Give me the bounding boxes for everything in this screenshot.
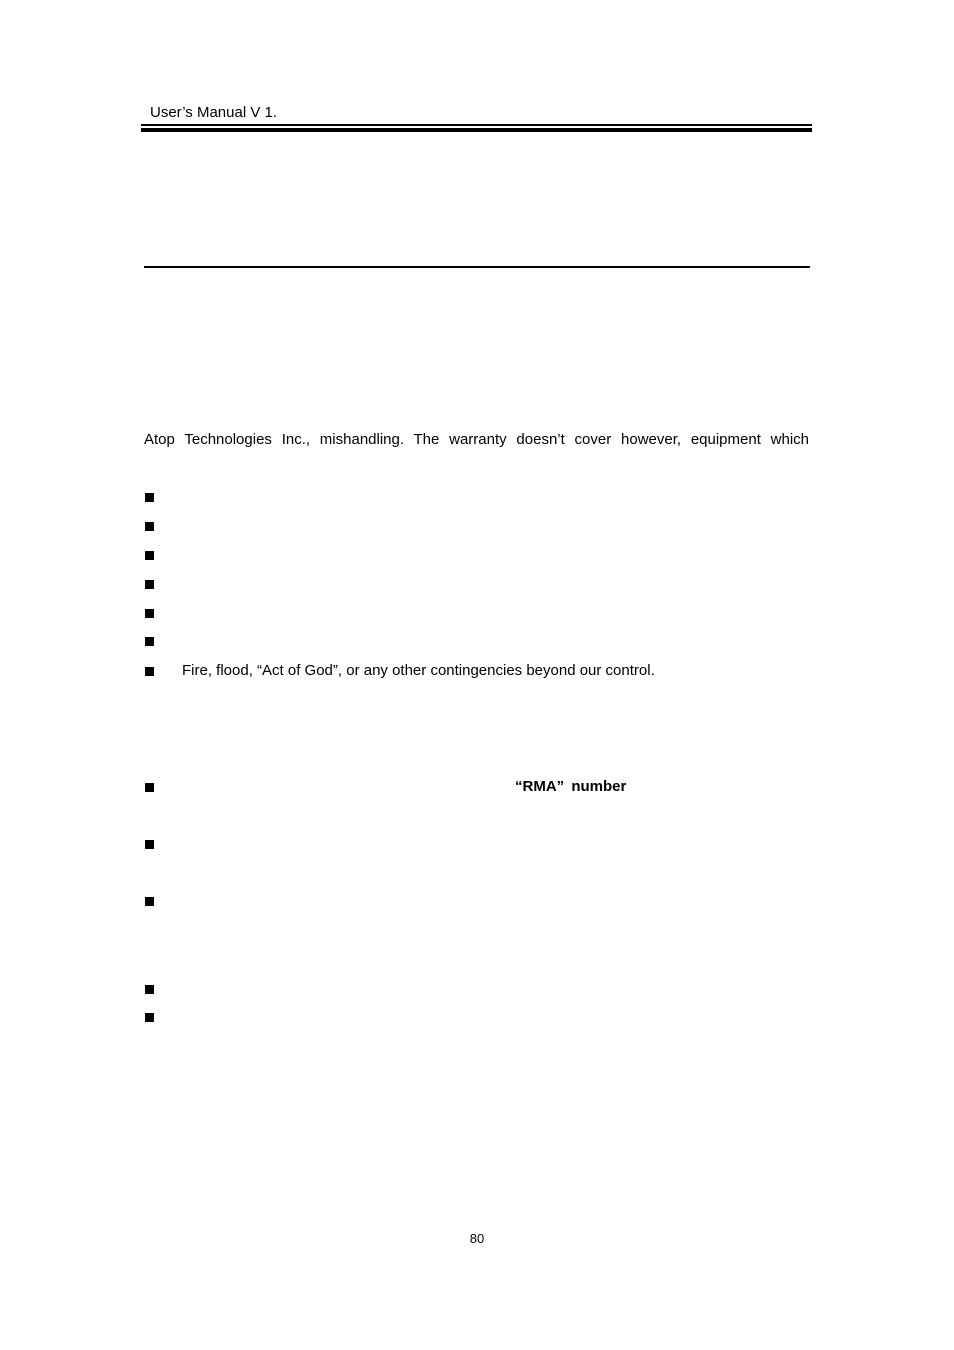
rma-number-label: “RMA” number — [515, 778, 627, 795]
page-number: 80 — [469, 1231, 485, 1246]
exclusion-item-text: Fire, flood, “Act of God”, or any other contingencies beyond our control. — [182, 662, 655, 679]
bullet-icon — [145, 551, 154, 560]
bullet-icon — [145, 522, 154, 531]
header-rule-thick — [141, 128, 812, 132]
warranty-paragraph: Atop Technologies Inc., mishandling. The warranty doesn’t cover however, equipment which — [144, 431, 809, 448]
bullet-icon — [145, 493, 154, 502]
bullet-icon — [145, 637, 154, 646]
section-divider — [144, 266, 810, 268]
bullet-icon — [145, 580, 154, 589]
bullet-icon — [145, 897, 154, 906]
bullet-icon — [145, 1013, 154, 1022]
bullet-icon — [145, 609, 154, 618]
bullet-icon — [145, 783, 154, 792]
bullet-icon — [145, 667, 154, 676]
bullet-icon — [145, 840, 154, 849]
header-rule-thin — [141, 124, 812, 126]
header-title: User’s Manual V 1. — [150, 104, 278, 121]
bullet-icon — [145, 985, 154, 994]
